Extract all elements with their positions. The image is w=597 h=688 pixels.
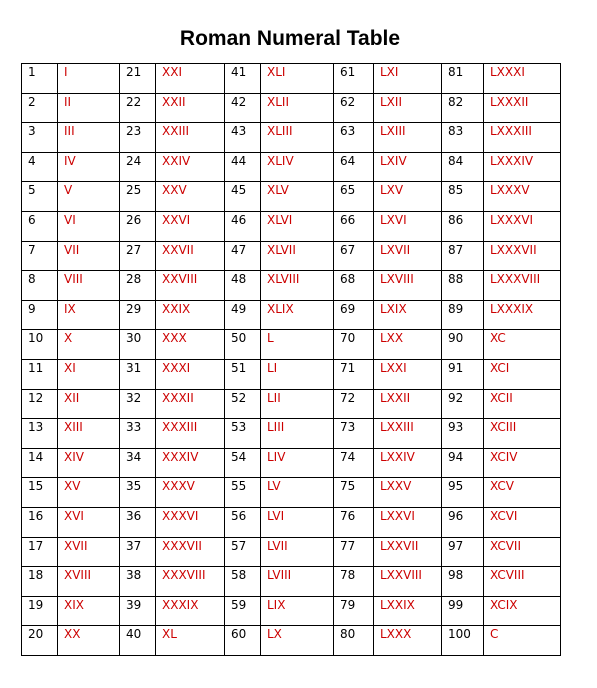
number-cell: 90: [442, 330, 484, 360]
number-cell: 23: [120, 123, 156, 153]
roman-numeral-cell: XXVIII: [156, 271, 225, 301]
roman-numeral-cell: VI: [58, 211, 120, 241]
number-cell: 46: [225, 211, 261, 241]
roman-numeral-cell: V: [58, 182, 120, 212]
roman-numeral-cell: VII: [58, 241, 120, 271]
table-row: [22, 389, 561, 419]
table-row: [22, 271, 561, 301]
number-cell: 25: [120, 182, 156, 212]
table-row: [22, 93, 561, 123]
number-cell: 88: [442, 271, 484, 301]
table-row: [22, 626, 561, 656]
roman-numeral-cell: XCIX: [484, 596, 561, 626]
number-cell: 63: [334, 123, 374, 153]
roman-numeral-cell: XXXI: [156, 359, 225, 389]
roman-numeral-cell: XL: [156, 626, 225, 656]
number-cell: 15: [22, 478, 58, 508]
number-cell: 22: [120, 93, 156, 123]
roman-numeral-cell: LI: [261, 359, 334, 389]
number-cell: 2: [22, 93, 58, 123]
number-cell: 91: [442, 359, 484, 389]
roman-numeral-cell: LXXVII: [374, 537, 442, 567]
number-cell: 10: [22, 330, 58, 360]
roman-numeral-cell: XXXIX: [156, 596, 225, 626]
number-cell: 96: [442, 507, 484, 537]
roman-numeral-cell: XIII: [58, 419, 120, 449]
number-cell: 52: [225, 389, 261, 419]
roman-numeral-cell: XCI: [484, 359, 561, 389]
number-cell: 5: [22, 182, 58, 212]
number-cell: 45: [225, 182, 261, 212]
roman-numeral-cell: LXIII: [374, 123, 442, 153]
table-row: [22, 152, 561, 182]
number-cell: 99: [442, 596, 484, 626]
number-cell: 65: [334, 182, 374, 212]
roman-numeral-cell: XXI: [156, 64, 225, 94]
roman-numeral-cell: LXXXVI: [484, 211, 561, 241]
roman-numeral-cell: XLIX: [261, 300, 334, 330]
number-cell: 72: [334, 389, 374, 419]
number-cell: 75: [334, 478, 374, 508]
table-row: [22, 300, 561, 330]
table-row: [22, 64, 561, 94]
roman-numeral-cell: XCIII: [484, 419, 561, 449]
roman-numeral-cell: XXVI: [156, 211, 225, 241]
roman-numeral-cell: LXVI: [374, 211, 442, 241]
number-cell: 66: [334, 211, 374, 241]
roman-numeral-cell: XLVI: [261, 211, 334, 241]
number-cell: 47: [225, 241, 261, 271]
number-cell: 28: [120, 271, 156, 301]
number-cell: 60: [225, 626, 261, 656]
roman-numeral-cell: LXXVI: [374, 507, 442, 537]
roman-numeral-cell: I: [58, 64, 120, 94]
table-row: [22, 478, 561, 508]
table-row: [22, 330, 561, 360]
number-cell: 8: [22, 271, 58, 301]
roman-numeral-cell: XXIV: [156, 152, 225, 182]
number-cell: 36: [120, 507, 156, 537]
number-cell: 93: [442, 419, 484, 449]
number-cell: 32: [120, 389, 156, 419]
roman-numeral-cell: XXXV: [156, 478, 225, 508]
roman-numeral-cell: XLIII: [261, 123, 334, 153]
roman-numeral-cell: LXXXIX: [484, 300, 561, 330]
table-body: [22, 64, 561, 656]
roman-numeral-cell: LXXXII: [484, 93, 561, 123]
number-cell: 83: [442, 123, 484, 153]
number-cell: 68: [334, 271, 374, 301]
roman-numeral-cell: XC: [484, 330, 561, 360]
table-row: [22, 596, 561, 626]
table-row: [22, 507, 561, 537]
roman-numeral-cell: XLI: [261, 64, 334, 94]
number-cell: 50: [225, 330, 261, 360]
roman-numeral-cell: LXXXI: [484, 64, 561, 94]
roman-numeral-cell: XXII: [156, 93, 225, 123]
number-cell: 4: [22, 152, 58, 182]
roman-numeral-cell: LXII: [374, 93, 442, 123]
roman-numeral-cell: XXVII: [156, 241, 225, 271]
roman-numeral-cell: XLVIII: [261, 271, 334, 301]
number-cell: 19: [22, 596, 58, 626]
roman-numeral-cell: LVII: [261, 537, 334, 567]
table-row: [22, 419, 561, 449]
roman-numeral-cell: LXXXVII: [484, 241, 561, 271]
number-cell: 11: [22, 359, 58, 389]
roman-numeral-cell: XV: [58, 478, 120, 508]
number-cell: 71: [334, 359, 374, 389]
roman-numeral-cell: XCV: [484, 478, 561, 508]
number-cell: 24: [120, 152, 156, 182]
number-cell: 1: [22, 64, 58, 94]
number-cell: 27: [120, 241, 156, 271]
number-cell: 53: [225, 419, 261, 449]
roman-numeral-cell: LXXIV: [374, 448, 442, 478]
number-cell: 55: [225, 478, 261, 508]
number-cell: 16: [22, 507, 58, 537]
roman-numeral-cell: XXX: [156, 330, 225, 360]
number-cell: 100: [442, 626, 484, 656]
roman-numeral-cell: XIV: [58, 448, 120, 478]
roman-numeral-cell: XXIII: [156, 123, 225, 153]
roman-numeral-cell: XXV: [156, 182, 225, 212]
roman-numeral-cell: LXXXV: [484, 182, 561, 212]
number-cell: 44: [225, 152, 261, 182]
number-cell: 70: [334, 330, 374, 360]
number-cell: 92: [442, 389, 484, 419]
roman-numeral-cell: XXXVII: [156, 537, 225, 567]
roman-numeral-cell: LXIV: [374, 152, 442, 182]
number-cell: 78: [334, 567, 374, 597]
roman-numeral-cell: LII: [261, 389, 334, 419]
table-row: [22, 182, 561, 212]
roman-numeral-cell: XCII: [484, 389, 561, 419]
roman-numeral-cell: LV: [261, 478, 334, 508]
roman-numeral-cell: XXXIV: [156, 448, 225, 478]
number-cell: 87: [442, 241, 484, 271]
roman-numeral-cell: XLII: [261, 93, 334, 123]
number-cell: 58: [225, 567, 261, 597]
number-cell: 48: [225, 271, 261, 301]
number-cell: 34: [120, 448, 156, 478]
number-cell: 94: [442, 448, 484, 478]
roman-numeral-cell: LVI: [261, 507, 334, 537]
roman-numeral-cell: LXXIII: [374, 419, 442, 449]
number-cell: 56: [225, 507, 261, 537]
roman-numeral-cell: LXXV: [374, 478, 442, 508]
roman-numeral-cell: LVIII: [261, 567, 334, 597]
roman-numeral-cell: LX: [261, 626, 334, 656]
number-cell: 73: [334, 419, 374, 449]
number-cell: 62: [334, 93, 374, 123]
number-cell: 12: [22, 389, 58, 419]
roman-numeral-cell: XCVI: [484, 507, 561, 537]
roman-numeral-cell: IV: [58, 152, 120, 182]
roman-numeral-cell: LXV: [374, 182, 442, 212]
number-cell: 31: [120, 359, 156, 389]
roman-numeral-cell: LXXII: [374, 389, 442, 419]
roman-numeral-cell: XLIV: [261, 152, 334, 182]
number-cell: 77: [334, 537, 374, 567]
roman-numeral-cell: LXVII: [374, 241, 442, 271]
roman-numeral-cell: XCIV: [484, 448, 561, 478]
roman-numeral-cell: XLVII: [261, 241, 334, 271]
number-cell: 42: [225, 93, 261, 123]
number-cell: 17: [22, 537, 58, 567]
number-cell: 35: [120, 478, 156, 508]
number-cell: 98: [442, 567, 484, 597]
roman-numeral-cell: XVII: [58, 537, 120, 567]
number-cell: 76: [334, 507, 374, 537]
number-cell: 67: [334, 241, 374, 271]
number-cell: 54: [225, 448, 261, 478]
roman-numeral-cell: III: [58, 123, 120, 153]
roman-numeral-cell: VIII: [58, 271, 120, 301]
roman-numeral-cell: LIX: [261, 596, 334, 626]
roman-numeral-cell: XI: [58, 359, 120, 389]
number-cell: 13: [22, 419, 58, 449]
number-cell: 51: [225, 359, 261, 389]
number-cell: 7: [22, 241, 58, 271]
roman-numeral-cell: XXIX: [156, 300, 225, 330]
number-cell: 86: [442, 211, 484, 241]
number-cell: 57: [225, 537, 261, 567]
roman-numeral-cell: XCVII: [484, 537, 561, 567]
number-cell: 43: [225, 123, 261, 153]
roman-numeral-cell: LXXXVIII: [484, 271, 561, 301]
number-cell: 89: [442, 300, 484, 330]
roman-numeral-cell: LXI: [374, 64, 442, 94]
table-row: [22, 359, 561, 389]
roman-numeral-cell: LXXIX: [374, 596, 442, 626]
number-cell: 80: [334, 626, 374, 656]
table-row: [22, 448, 561, 478]
number-cell: 49: [225, 300, 261, 330]
number-cell: 3: [22, 123, 58, 153]
number-cell: 14: [22, 448, 58, 478]
roman-numeral-cell: LXVIII: [374, 271, 442, 301]
number-cell: 95: [442, 478, 484, 508]
roman-numeral-cell: LXXXIV: [484, 152, 561, 182]
number-cell: 97: [442, 537, 484, 567]
number-cell: 81: [442, 64, 484, 94]
roman-numeral-cell: LIV: [261, 448, 334, 478]
roman-numeral-table: [21, 63, 561, 656]
roman-numeral-cell: XVI: [58, 507, 120, 537]
number-cell: 29: [120, 300, 156, 330]
roman-numeral-cell: LXXI: [374, 359, 442, 389]
number-cell: 84: [442, 152, 484, 182]
roman-numeral-cell: LXXXIII: [484, 123, 561, 153]
number-cell: 69: [334, 300, 374, 330]
number-cell: 37: [120, 537, 156, 567]
number-cell: 38: [120, 567, 156, 597]
number-cell: 39: [120, 596, 156, 626]
number-cell: 9: [22, 300, 58, 330]
number-cell: 64: [334, 152, 374, 182]
roman-numeral-cell: XXXII: [156, 389, 225, 419]
number-cell: 40: [120, 626, 156, 656]
roman-numeral-cell: LXIX: [374, 300, 442, 330]
roman-numeral-cell: X: [58, 330, 120, 360]
table-row: [22, 211, 561, 241]
roman-numeral-cell: LXX: [374, 330, 442, 360]
roman-numeral-cell: II: [58, 93, 120, 123]
number-cell: 6: [22, 211, 58, 241]
number-cell: 21: [120, 64, 156, 94]
roman-numeral-cell: LXXVIII: [374, 567, 442, 597]
number-cell: 85: [442, 182, 484, 212]
roman-numeral-cell: XX: [58, 626, 120, 656]
number-cell: 61: [334, 64, 374, 94]
number-cell: 59: [225, 596, 261, 626]
number-cell: 79: [334, 596, 374, 626]
table-row: [22, 537, 561, 567]
roman-numeral-cell: L: [261, 330, 334, 360]
number-cell: 33: [120, 419, 156, 449]
roman-numeral-cell: IX: [58, 300, 120, 330]
roman-numeral-cell: XII: [58, 389, 120, 419]
number-cell: 30: [120, 330, 156, 360]
number-cell: 18: [22, 567, 58, 597]
roman-numeral-cell: XXXIII: [156, 419, 225, 449]
number-cell: 41: [225, 64, 261, 94]
page-title: Roman Numeral Table: [179, 27, 401, 50]
roman-numeral-cell: XXXVI: [156, 507, 225, 537]
roman-numeral-cell: XXXVIII: [156, 567, 225, 597]
roman-numeral-cell: C: [484, 626, 561, 656]
number-cell: 26: [120, 211, 156, 241]
number-cell: 82: [442, 93, 484, 123]
table-row: [22, 567, 561, 597]
table-row: [22, 123, 561, 153]
number-cell: 20: [22, 626, 58, 656]
roman-numeral-cell: LXXX: [374, 626, 442, 656]
roman-numeral-cell: XCVIII: [484, 567, 561, 597]
roman-numeral-cell: XLV: [261, 182, 334, 212]
table-row: [22, 241, 561, 271]
roman-numeral-cell: LIII: [261, 419, 334, 449]
roman-numeral-cell: XIX: [58, 596, 120, 626]
roman-numeral-cell: XVIII: [58, 567, 120, 597]
number-cell: 74: [334, 448, 374, 478]
